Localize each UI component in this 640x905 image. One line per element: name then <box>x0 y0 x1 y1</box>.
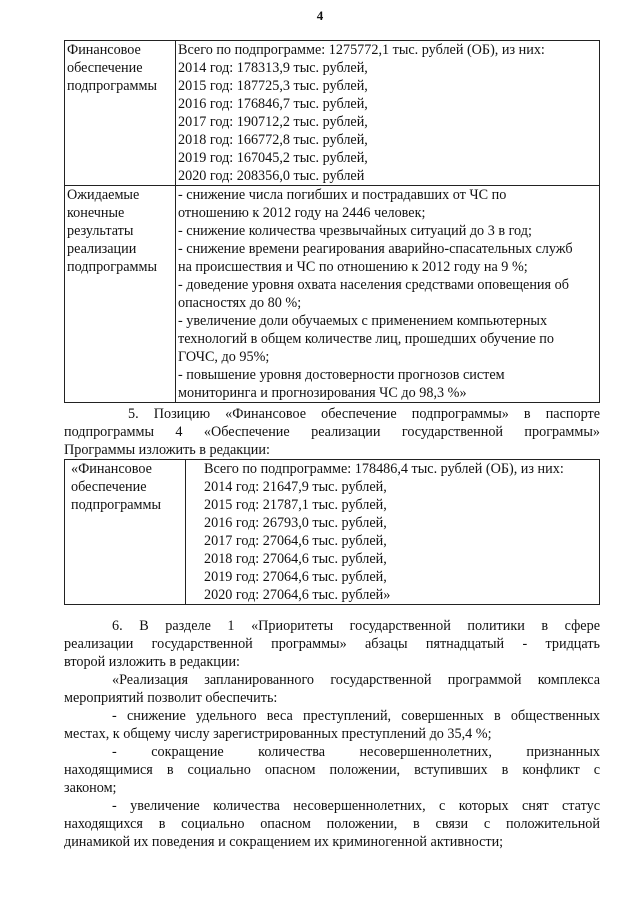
value-line: технологий в общем количестве лиц, прошедших обучение по <box>178 331 554 347</box>
label-line: конечные <box>67 205 125 221</box>
label-line: Ожидаемые <box>67 187 140 203</box>
value-line: 2020 год: 208356,0 тыс. рублей <box>178 168 365 184</box>
text-line: мероприятий позволит обеспечить: <box>64 689 278 706</box>
text-line: 6. В разделе 1 «Приоритеты государственной политики в сфере <box>112 618 600 634</box>
value-line: 2018 год: 27064,6 тыс. рублей, <box>204 551 387 567</box>
value-line: - повышение уровня достоверности прогнозов систем <box>178 367 505 383</box>
row-value-financing <box>186 460 600 605</box>
text-line: 5. Позицию «Финансовое обеспечение подпрограммы» в паспорте <box>128 406 600 422</box>
text-line: подпрограммы 4 «Обеспечение реализации государственной программы» <box>64 423 600 440</box>
value-line: Всего по подпрограмме: 1275772,1 тыс. рублей (ОБ), из них: <box>178 42 545 58</box>
table-row-financing <box>65 41 600 186</box>
value-line: мониторинга и прогнозирования ЧС до 98,3 %» <box>178 385 467 401</box>
bullet-crime <box>64 708 600 744</box>
financing-table <box>64 459 600 605</box>
row-label-results <box>65 186 176 403</box>
text-line: Программы изложить в редакции: <box>64 441 270 458</box>
text-line: находящимися в социально опасном положении, вступивших в конфликт с <box>64 761 600 778</box>
text-line: второй изложить в редакции: <box>64 653 240 670</box>
value-line: 2016 год: 176846,7 тыс. рублей, <box>178 96 368 112</box>
label-line: реализации <box>67 241 137 257</box>
paragraph-6 <box>64 618 600 671</box>
label-line: подпрограммы <box>67 78 157 94</box>
value-line: 2014 год: 178313,9 тыс. рублей, <box>178 60 368 76</box>
row-label-financing <box>65 460 186 605</box>
table-row-results <box>65 186 600 403</box>
text-line: - сокращение количества несовершеннолетних, признанных <box>112 744 600 760</box>
value-line: - снижение времени реагирования аварийно-спасательных служб <box>178 241 573 257</box>
label-line: подпрограммы <box>71 497 161 513</box>
label-line: Финансовое <box>67 42 141 58</box>
text-line: реализации государственной программы» абзацы пятнадцатый - тридцать <box>64 635 600 652</box>
bullet-minors-reduction <box>64 744 600 797</box>
text-line: законом; <box>64 779 117 796</box>
label-line: подпрограммы <box>67 259 157 275</box>
table-row-financing <box>65 460 600 605</box>
row-value-results <box>176 186 600 403</box>
value-line: на происшествия и ЧС по отношению к 2012 году на 9 %; <box>178 259 528 275</box>
value-line: 2017 год: 190712,2 тыс. рублей, <box>178 114 368 130</box>
value-line: - увеличение доли обучаемых с применением компьютерных <box>178 313 548 329</box>
text-line: - увеличение количества несовершеннолетних, с которых снят статус <box>112 798 600 814</box>
row-label-financing <box>65 41 176 186</box>
value-line: 2019 год: 27064,6 тыс. рублей, <box>204 569 387 585</box>
value-line: - доведение уровня охвата населения средствами оповещения об <box>178 277 569 293</box>
value-line: ГОЧС, до 95%; <box>178 349 270 365</box>
label-line: обеспечение <box>67 60 143 76</box>
value-line: 2020 год: 27064,6 тыс. рублей» <box>204 587 391 603</box>
value-line: 2014 год: 21647,9 тыс. рублей, <box>204 479 387 495</box>
text-line: динамикой их поведения и сокращением их криминогенной активности; <box>64 833 504 850</box>
value-line: Всего по подпрограмме: 178486,4 тыс. рублей (ОБ), из них: <box>204 461 564 477</box>
value-line: 2017 год: 27064,6 тыс. рублей, <box>204 533 387 549</box>
row-value-financing <box>176 41 600 186</box>
value-line: 2019 год: 167045,2 тыс. рублей, <box>178 150 368 166</box>
label-line: «Финансовое <box>71 461 152 477</box>
value-line: 2015 год: 187725,3 тыс. рублей, <box>178 78 368 94</box>
value-line: 2015 год: 21787,1 тыс. рублей, <box>204 497 387 513</box>
label-line: результаты <box>67 223 134 239</box>
text-line: - снижение удельного веса преступлений, совершенных в общественных <box>112 708 600 724</box>
text-line: находящихся в социально опасном положении, в связи с положительной <box>64 815 600 832</box>
text-line: местах, к общему числу зарегистрированных преступлений до 35,4 %; <box>64 725 492 742</box>
value-line: 2018 год: 166772,8 тыс. рублей, <box>178 132 368 148</box>
subprogram-passport-table <box>64 40 600 403</box>
value-line: 2016 год: 26793,0 тыс. рублей, <box>204 515 387 531</box>
label-line: обеспечение <box>71 479 147 495</box>
page-number: 4 <box>316 8 324 23</box>
bullet-minors-increase <box>64 798 600 851</box>
value-line: - снижение числа погибших и пострадавших от ЧС по <box>178 187 507 203</box>
text-line: «Реализация запланированного государственной программой комплекса <box>112 672 600 688</box>
value-line: - снижение количества чрезвычайных ситуаций до 3 в год; <box>178 223 532 239</box>
value-line: отношению к 2012 году на 2446 человек; <box>178 205 426 221</box>
value-line: опасностях до 80 %; <box>178 295 302 311</box>
paragraph-quote <box>64 672 600 708</box>
paragraph-5 <box>64 406 600 459</box>
